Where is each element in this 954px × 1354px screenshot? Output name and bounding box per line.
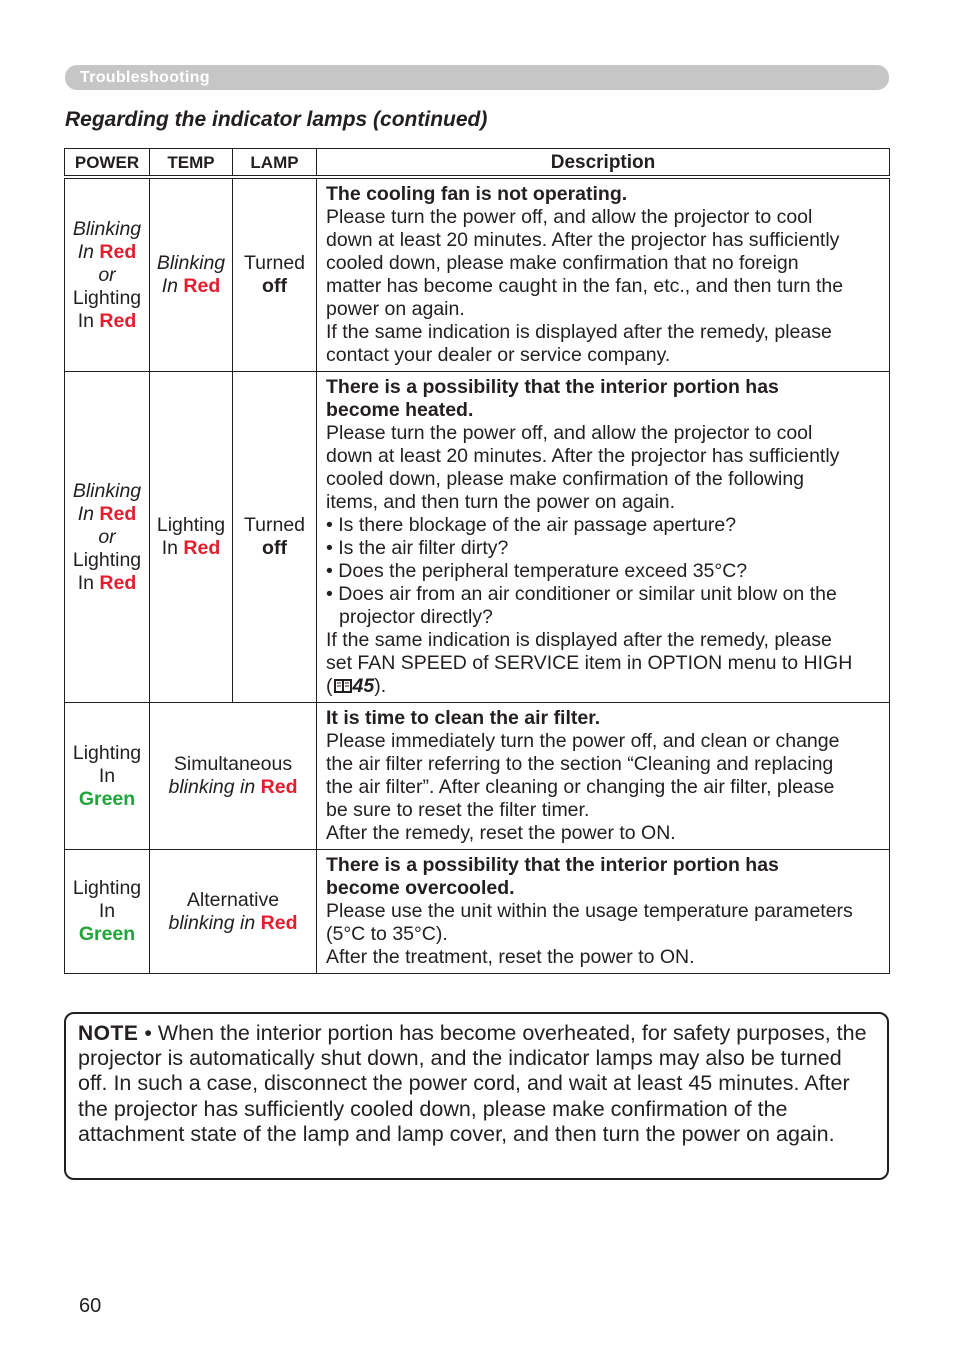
note-text: • When the interior portion has become overheated, for safety purposes, the projector is automatically shut down, and the indicator lamps may also be turned off. In such a case, disconnect the power cord, and wait at least 45 minutes. After the projector has sufficiently cooled down, please make confirmation of the attachment state of the lamp and lamp cover, and then turn the power on again.	[78, 1021, 867, 1146]
page-number: 60	[79, 1295, 102, 1317]
description-title: There is a possibility that the interior portion has	[326, 854, 779, 876]
lamp-cell: Turned off	[233, 177, 317, 372]
page-heading: Regarding the indicator lamps (continued)	[65, 108, 488, 131]
page-reference: ( 45).	[326, 675, 387, 697]
power-cell: Lighting In Green	[65, 703, 150, 850]
lamp-cell: Turned off	[233, 372, 317, 703]
table-row	[65, 850, 890, 974]
table-row	[65, 703, 890, 850]
description-cell: There is a possibility that the interior portion has become overcooled. Please use the unit within the usage temperature parameters (5°C to 35°C). After the treatment, reset the power to ON.	[317, 850, 890, 974]
bullet-item: • Does air from an air conditioner or similar unit blow on the projector directly?	[326, 583, 837, 628]
bullet-item: • Is the air filter dirty?	[326, 537, 509, 559]
power-cell: Lighting In Green	[65, 850, 150, 974]
description-cell: There is a possibility that the interior portion has become heated. Please turn the power off, and allow the projector to cool down at least 20 minutes. After the projector has sufficiently cooled down, please make confirmation of the following items, and then turn the power on again. • Is there blockage of the air passage aperture? • Is the air filter dirty? • Does the peripheral temperature exceed 35°C? • Does air from an air conditioner or similar unit blow on the projector directly? If the same indication is displayed after the remedy, please set FAN SPEED of SERVICE item in OPTION menu to HIGH ( 45).	[317, 372, 890, 703]
indicator-table	[64, 148, 890, 974]
description-title: It is time to clean the air filter.	[326, 707, 601, 729]
header-description: Description	[317, 149, 890, 178]
temp-cell: Lighting In Red	[150, 372, 233, 703]
temp-lamp-cell: Simultaneous blinking in Red	[150, 703, 317, 850]
table-header-row	[65, 149, 890, 178]
power-cell: Blinking In Red or Lighting In Red	[65, 372, 150, 703]
bullet-item: • Does the peripheral temperature exceed 35°C?	[326, 560, 748, 582]
description-title: There is a possibility that the interior portion has	[326, 376, 779, 398]
description-title: The cooling fan is not operating.	[326, 183, 628, 205]
note-box	[64, 1012, 889, 1180]
note-label: NOTE	[78, 1022, 139, 1045]
book-reference-icon	[333, 678, 353, 694]
section-bar	[65, 65, 889, 90]
power-cell: Blinking In Red or Lighting In Red	[65, 177, 150, 372]
description-cell: The cooling fan is not operating. Please turn the power off, and allow the projector to cool down at least 20 minutes. After the projector has sufficiently cooled down, please make confirmation that no foreign matter has become caught in the fan, etc., and then turn the power on again. If the same indication is displayed after the remedy, please contact your dealer or service company.	[317, 177, 890, 372]
header-lamp: LAMP	[233, 149, 317, 178]
description-title: become overcooled.	[326, 877, 515, 899]
description-cell: It is time to clean the air filter. Please immediately turn the power off, and clean or change the air filter referring to the section “Cleaning and replacing the air filter”. After cleaning or changing the air filter, please be sure to reset the filter timer. After the remedy, reset the power to ON.	[317, 703, 890, 850]
description-title: become heated.	[326, 399, 474, 421]
table-row	[65, 177, 890, 372]
page-reference-number: 45	[352, 675, 375, 697]
table-row	[65, 372, 890, 703]
section-title: Troubleshooting	[80, 69, 210, 86]
temp-lamp-cell: Alternative blinking in Red	[150, 850, 317, 974]
bullet-item: • Is there blockage of the air passage aperture?	[326, 514, 737, 536]
header-power: POWER	[65, 149, 150, 178]
temp-cell: Blinking In Red	[150, 177, 233, 372]
header-temp: TEMP	[150, 149, 233, 178]
